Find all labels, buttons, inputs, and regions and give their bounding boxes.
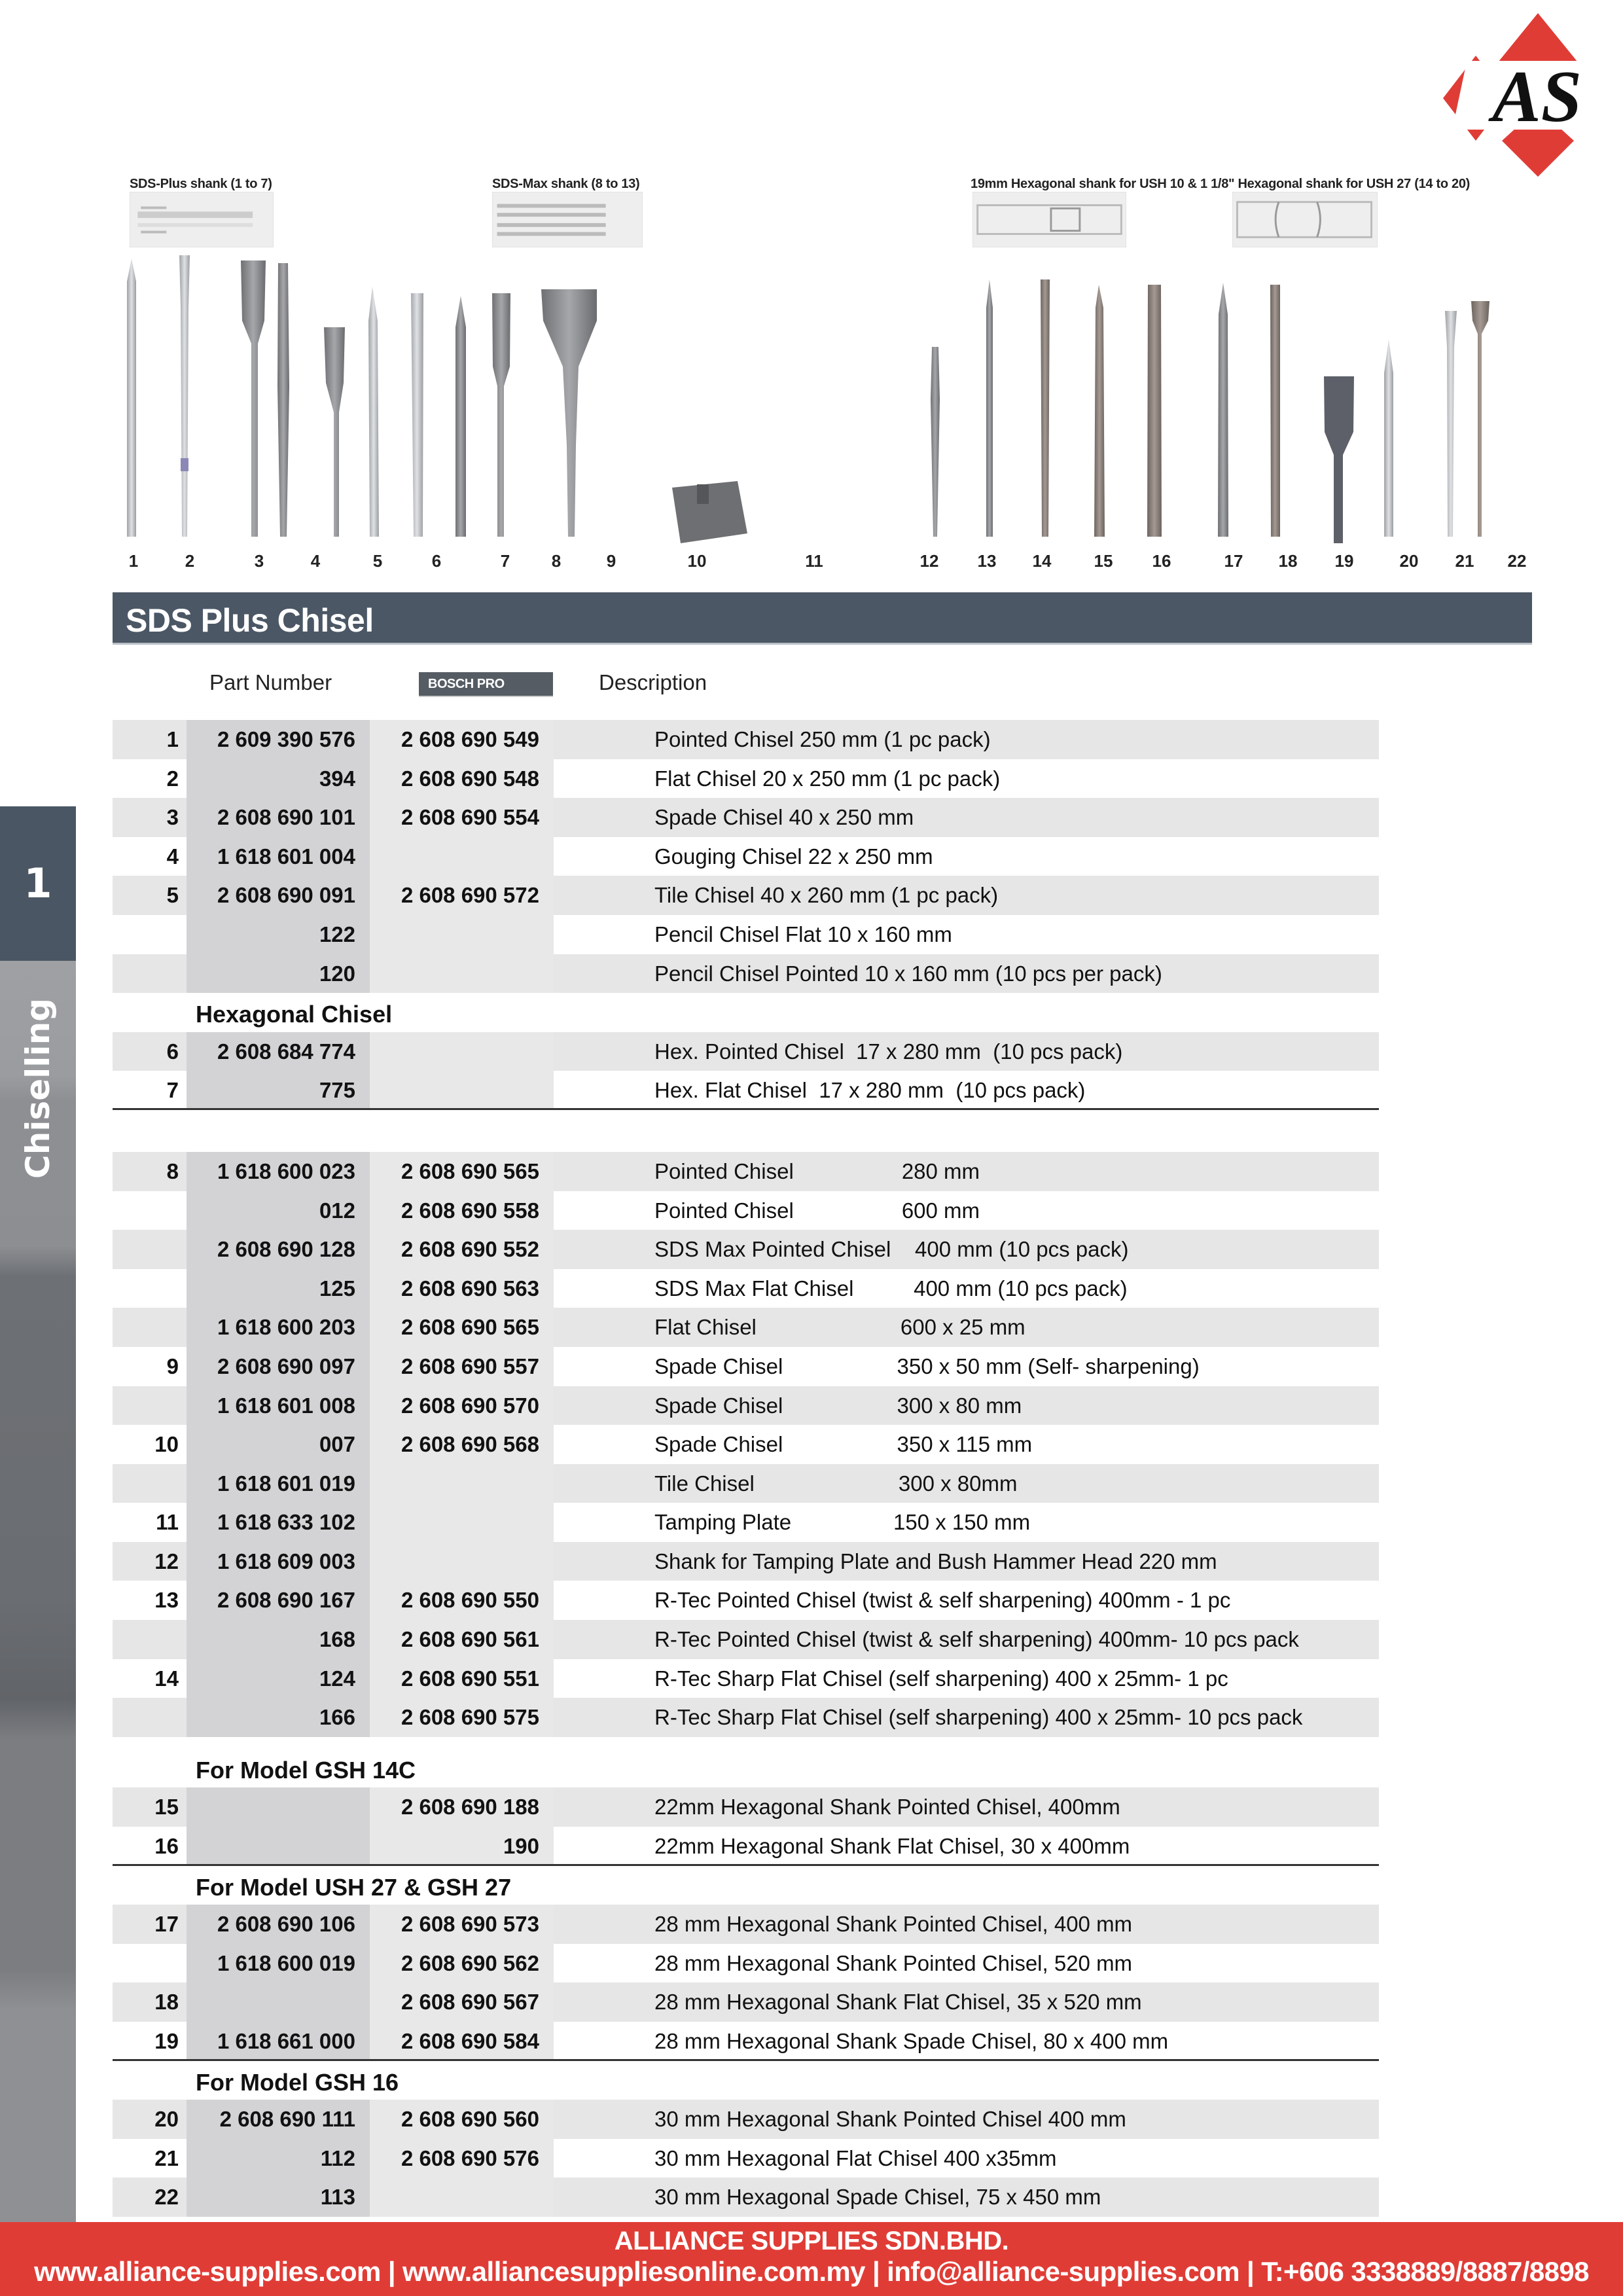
- bosch-pro-part-number: 2 608 690 561: [370, 1620, 554, 1659]
- part-number: 1 618 633 102: [187, 1503, 370, 1542]
- tool-label-12: 12: [919, 551, 939, 571]
- hex-118-shank-image: [1232, 192, 1378, 247]
- description: Tile Chisel 40 x 260 mm (1 pc pack): [554, 876, 1379, 915]
- description-header: Description: [599, 670, 707, 694]
- chapter-title: Chiselling: [19, 998, 57, 1179]
- description: 28 mm Hexagonal Shank Pointed Chisel, 520 mm: [654, 1950, 1133, 1975]
- description: Tamping Plate 150 x 150 mm: [654, 1510, 1031, 1535]
- table-row[interactable]: [113, 1230, 1379, 1269]
- table-row[interactable]: [113, 2100, 1379, 2139]
- description: Tile Chisel 300 x 80mm: [554, 1464, 1379, 1503]
- table-row[interactable]: [113, 1152, 1379, 1191]
- table-row[interactable]: [113, 1503, 1379, 1542]
- table-row[interactable]: [113, 876, 1379, 915]
- item-number: 11: [156, 1510, 179, 1535]
- tool-label-20: 20: [1399, 551, 1419, 571]
- part-number: 394: [187, 759, 370, 798]
- description: Shank for Tamping Plate and Bush Hammer Head 220 mm: [554, 1542, 1379, 1581]
- table-row[interactable]: [113, 1659, 1379, 1698]
- group-heading: For Model GSH 16: [196, 2068, 399, 2096]
- bosch-pro-part-number: 2 608 690 575: [370, 1698, 554, 1737]
- item-number: [113, 1191, 187, 1230]
- item-number: 13: [154, 1588, 179, 1613]
- chapter-title-tab[interactable]: [0, 961, 76, 1216]
- description: R-Tec Pointed Chisel (twist & self sharpening) 400mm - 1 pc: [654, 1588, 1231, 1613]
- bosch-pro-part-number: 2 608 690 563: [370, 1269, 554, 1308]
- footer: [0, 2222, 1623, 2296]
- part-number: 1 618 600 019: [187, 1944, 370, 1983]
- item-number: 7: [166, 1078, 179, 1103]
- bosch-pro-part-number: 2 608 690 551: [370, 1659, 554, 1698]
- tool-label-4: 4: [310, 551, 321, 571]
- bosch-pro-part-number: 2 608 690 557: [370, 1347, 554, 1386]
- sds-max-shank-image: [492, 192, 643, 247]
- bosch-pro-part-number: 2 608 690 188: [370, 1787, 554, 1827]
- tool-label-7: 7: [500, 551, 510, 571]
- tool-label-16: 16: [1152, 551, 1171, 571]
- bosch-pro-part-number: 2 608 690 565: [370, 1308, 554, 1347]
- description: R-Tec Sharp Flat Chisel (self sharpening) 400 x 25mm- 10 pcs pack: [554, 1698, 1379, 1737]
- bosch-pro-part-number: 190: [370, 1827, 554, 1864]
- table-row[interactable]: [113, 915, 1379, 954]
- item-number: 18: [113, 1982, 187, 2022]
- sds-plus-shank-caption: SDS-Plus shank (1 to 7): [130, 177, 272, 191]
- item-number: 1: [113, 720, 187, 759]
- description: Spade Chisel 300 x 80 mm: [554, 1386, 1379, 1426]
- item-number: 16: [154, 1834, 179, 1859]
- sidebar-band: [0, 1216, 76, 2222]
- hex-19mm-shank-image: [972, 192, 1126, 247]
- item-number: [113, 1308, 187, 1347]
- item-number: 21: [154, 2145, 179, 2170]
- description: 28 mm Hexagonal Shank Pointed Chisel, 400 mm: [554, 1905, 1379, 1944]
- description: Hex. Flat Chisel 17 x 280 mm (10 pcs pack): [654, 1078, 1086, 1103]
- part-number: 168: [187, 1620, 370, 1659]
- description: Spade Chisel 350 x 50 mm (Self- sharpening): [654, 1354, 1200, 1378]
- table-spacer: [113, 1737, 1379, 1749]
- tool-label-3: 3: [254, 551, 264, 571]
- table-row[interactable]: [113, 1787, 1379, 1827]
- sds-max-shank-caption: SDS-Max shank (8 to 13): [492, 177, 640, 191]
- table-row[interactable]: [113, 1425, 1379, 1464]
- part-number: 2 608 690 101: [187, 798, 370, 837]
- section-header: [113, 592, 1532, 645]
- bosch-pro-part-number: 2 608 690 548: [370, 759, 554, 798]
- table-row[interactable]: [113, 837, 1379, 876]
- description: Pencil Chisel Flat 10 x 160 mm: [654, 922, 952, 946]
- item-number: 6: [113, 1032, 187, 1071]
- item-number: [113, 1230, 187, 1269]
- tool-label-10: 10: [687, 551, 707, 571]
- item-number: 14: [154, 1666, 179, 1691]
- item-number: 15: [113, 1787, 187, 1827]
- tool-label-15: 15: [1094, 551, 1113, 571]
- item-number: 22: [113, 2178, 187, 2217]
- part-number-header: Part Number: [209, 670, 332, 694]
- description: Pointed Chisel 600 mm: [654, 1198, 980, 1223]
- bosch-pro-part-number: [370, 837, 554, 876]
- group-heading: Hexagonal Chisel: [196, 1001, 393, 1028]
- part-number: 2 608 690 097: [187, 1347, 370, 1386]
- item-number: 3: [113, 798, 187, 837]
- table-row[interactable]: [113, 798, 1379, 837]
- item-number: 8: [113, 1152, 187, 1191]
- tool-label-2: 2: [185, 551, 195, 571]
- description: 30 mm Hexagonal Spade Chisel, 75 x 450 mm: [554, 2178, 1379, 2217]
- item-number: [113, 1944, 187, 1983]
- table-row[interactable]: [113, 954, 1379, 994]
- description: Flat Chisel 20 x 250 mm (1 pc pack): [654, 766, 1001, 791]
- part-number: 1 618 601 019: [187, 1464, 370, 1503]
- part-number: 2 608 690 091: [187, 876, 370, 915]
- table-row[interactable]: [113, 1944, 1379, 1983]
- table-row[interactable]: [113, 2178, 1379, 2217]
- part-number: 012: [187, 1191, 370, 1230]
- table-row[interactable]: [113, 1347, 1379, 1386]
- bosch-pro-part-number: [370, 1503, 554, 1542]
- item-number: [113, 954, 187, 994]
- bosch-pro-part-number: 2 608 690 552: [370, 1230, 554, 1269]
- description: Flat Chisel 600 x 25 mm: [554, 1308, 1379, 1347]
- tool-label-9: 9: [606, 551, 616, 571]
- bosch-pro-part-number: 2 608 690 572: [370, 876, 554, 915]
- part-number: 775: [187, 1071, 370, 1108]
- tool-label-1: 1: [128, 551, 139, 571]
- description: Spade Chisel 350 x 115 mm: [654, 1432, 1033, 1457]
- table-row[interactable]: [113, 2022, 1379, 2061]
- chapter-number-tab[interactable]: 1: [0, 806, 76, 961]
- bosch-pro-part-number: 2 608 690 576: [370, 2139, 554, 2178]
- company-logo: [1414, 10, 1616, 180]
- item-number: 20: [113, 2100, 187, 2139]
- table-row[interactable]: [113, 1905, 1379, 1944]
- item-number: [113, 1620, 187, 1659]
- bosch-pro-part-number: [370, 1071, 554, 1108]
- description: 30 mm Hexagonal Shank Pointed Chisel 400 mm: [554, 2100, 1379, 2139]
- table-row[interactable]: [113, 1071, 1379, 1110]
- bosch-pro-part-number: 2 608 690 568: [370, 1425, 554, 1464]
- part-number: 2 608 684 774: [187, 1032, 370, 1071]
- bosch-pro-part-number: 2 608 690 554: [370, 798, 554, 837]
- item-number: [113, 1464, 187, 1503]
- bosch-pro-part-number: [370, 1542, 554, 1581]
- part-number: 1 618 601 004: [187, 837, 370, 876]
- item-number: 19: [154, 2029, 179, 2053]
- bosch-pro-part-number: 2 608 690 570: [370, 1386, 554, 1426]
- item-number: [113, 1698, 187, 1737]
- table-row[interactable]: [113, 1032, 1379, 1071]
- part-number: 125: [187, 1269, 370, 1308]
- item-number: 5: [113, 876, 187, 915]
- description: SDS Max Pointed Chisel 400 mm (10 pcs pack): [554, 1230, 1379, 1269]
- tool-label-14: 14: [1032, 551, 1052, 571]
- tool-label-18: 18: [1278, 551, 1298, 571]
- group-heading: For Model GSH 14C: [196, 1756, 416, 1784]
- description: R-Tec Sharp Flat Chisel (self sharpening) 400 x 25mm- 1 pc: [654, 1666, 1228, 1691]
- bosch-pro-part-number: [370, 1032, 554, 1071]
- bosch-pro-part-number: 2 608 690 549: [370, 720, 554, 759]
- table-row[interactable]: [113, 1698, 1379, 1737]
- description: Hex. Pointed Chisel 17 x 280 mm (10 pcs pack): [554, 1032, 1379, 1071]
- table-row[interactable]: [113, 720, 1379, 759]
- footer-company-name: ALLIANCE SUPPLIES SDN.BHD.: [614, 2227, 1009, 2255]
- tool-label-8: 8: [551, 551, 562, 571]
- bosch-pro-part-number: 2 608 690 550: [370, 1581, 554, 1620]
- bosch-pro-badge: BOSCH PRO: [419, 672, 553, 697]
- part-number: 1 618 661 000: [187, 2022, 370, 2059]
- part-number: 1 618 600 023: [187, 1152, 370, 1191]
- description: Pointed Chisel 280 mm: [554, 1152, 1379, 1191]
- table-row[interactable]: [113, 1542, 1379, 1581]
- tool-label-13: 13: [977, 551, 997, 571]
- description: Pointed Chisel 250 mm (1 pc pack): [554, 720, 1379, 759]
- bosch-pro-part-number: 2 608 690 573: [370, 1905, 554, 1944]
- tool-label-5: 5: [372, 551, 383, 571]
- description: 22mm Hexagonal Shank Flat Chisel, 30 x 400mm: [654, 1834, 1130, 1859]
- tool-label-22: 22: [1507, 551, 1527, 571]
- bosch-pro-part-number: [370, 1464, 554, 1503]
- bosch-pro-part-number: [370, 915, 554, 954]
- part-number: 1 618 601 008: [187, 1386, 370, 1426]
- tool-label-19: 19: [1334, 551, 1354, 571]
- part-number: 2 608 690 111: [187, 2100, 370, 2139]
- chisel-illustrations: [113, 255, 1552, 569]
- part-number: 007: [187, 1425, 370, 1464]
- part-number: [187, 1787, 370, 1827]
- description: R-Tec Pointed Chisel (twist & self sharpening) 400mm- 10 pcs pack: [554, 1620, 1379, 1659]
- svg-text:AS: AS: [1492, 56, 1582, 137]
- part-number: 124: [187, 1659, 370, 1698]
- description: 28 mm Hexagonal Shank Flat Chisel, 35 x 520 mm: [554, 1982, 1379, 2022]
- item-number: [113, 915, 187, 954]
- group-heading: For Model USH 27 & GSH 27: [196, 1873, 512, 1901]
- section-title: SDS Plus Chisel: [126, 602, 374, 639]
- description: 22mm Hexagonal Shank Pointed Chisel, 400mm: [554, 1787, 1379, 1827]
- table-row[interactable]: [113, 1982, 1379, 2022]
- table-row[interactable]: [113, 1269, 1379, 1308]
- table-row[interactable]: [113, 759, 1379, 798]
- description: Spade Chisel 40 x 250 mm: [554, 798, 1379, 837]
- item-number: [113, 1269, 187, 1308]
- part-number: 112: [187, 2139, 370, 2178]
- table-row[interactable]: [113, 1191, 1379, 1230]
- part-number: 2 609 390 576: [187, 720, 370, 759]
- item-number: 10: [154, 1432, 179, 1457]
- footer-contacts: www.alliance-supplies.com | www.alliancesuppliesonline.com.my | info@alliance-supplies.com | T:+606 3338889/8887/8898: [34, 2256, 1589, 2287]
- chisel-images: [113, 255, 1552, 550]
- tool-label-21: 21: [1455, 551, 1474, 571]
- description: Gouging Chisel 22 x 250 mm: [654, 844, 933, 869]
- item-number: 9: [166, 1354, 179, 1378]
- tool-label-11: 11: [805, 551, 823, 571]
- sds-plus-shank-image: [130, 192, 274, 247]
- bosch-pro-part-number: [370, 954, 554, 994]
- part-number: 120: [187, 954, 370, 994]
- item-number: [113, 1386, 187, 1426]
- table-row[interactable]: [113, 1308, 1379, 1347]
- hex-shank-caption: 19mm Hexagonal shank for USH 10 & 1 1/8" Hexagonal shank for USH 27 (14 to 20): [971, 177, 1471, 191]
- tool-label-6: 6: [431, 551, 442, 571]
- part-number: 122: [187, 915, 370, 954]
- parts-table: [113, 720, 1379, 2217]
- item-number: 12: [113, 1542, 187, 1581]
- table-row[interactable]: [113, 1620, 1379, 1659]
- table-row[interactable]: [113, 1827, 1379, 1866]
- part-number: 166: [187, 1698, 370, 1737]
- bosch-pro-part-number: 2 608 690 558: [370, 1191, 554, 1230]
- bosch-pro-part-number: 2 608 690 567: [370, 1982, 554, 2022]
- part-number: [187, 1827, 370, 1864]
- description: 30 mm Hexagonal Flat Chisel 400 x35mm: [654, 2145, 1057, 2170]
- table-row[interactable]: [113, 1386, 1379, 1426]
- bosch-pro-part-number: 2 608 690 562: [370, 1944, 554, 1983]
- item-number: 2: [166, 766, 179, 791]
- bosch-pro-part-number: 2 608 690 565: [370, 1152, 554, 1191]
- part-number: 2 608 690 128: [187, 1230, 370, 1269]
- bosch-pro-part-number: 2 608 690 584: [370, 2022, 554, 2059]
- table-row[interactable]: [113, 2139, 1379, 2178]
- description: Pencil Chisel Pointed 10 x 160 mm (10 pcs per pack): [554, 954, 1379, 994]
- part-number: 2 608 690 167: [187, 1581, 370, 1620]
- part-number: [187, 1982, 370, 2022]
- table-spacer: [113, 1110, 1379, 1152]
- bosch-pro-part-number: 2 608 690 560: [370, 2100, 554, 2139]
- table-row[interactable]: [113, 1464, 1379, 1503]
- bosch-pro-part-number: [370, 2178, 554, 2217]
- part-number: 1 618 609 003: [187, 1542, 370, 1581]
- part-number: 113: [187, 2178, 370, 2217]
- item-number: 17: [113, 1905, 187, 1944]
- table-row[interactable]: [113, 1581, 1379, 1620]
- part-number: 2 608 690 106: [187, 1905, 370, 1944]
- description: SDS Max Flat Chisel 400 mm (10 pcs pack): [654, 1276, 1128, 1300]
- item-number: 4: [166, 844, 179, 869]
- part-number: 1 618 600 203: [187, 1308, 370, 1347]
- tool-label-17: 17: [1224, 551, 1243, 571]
- description: 28 mm Hexagonal Shank Spade Chisel, 80 x 400 mm: [654, 2029, 1169, 2053]
